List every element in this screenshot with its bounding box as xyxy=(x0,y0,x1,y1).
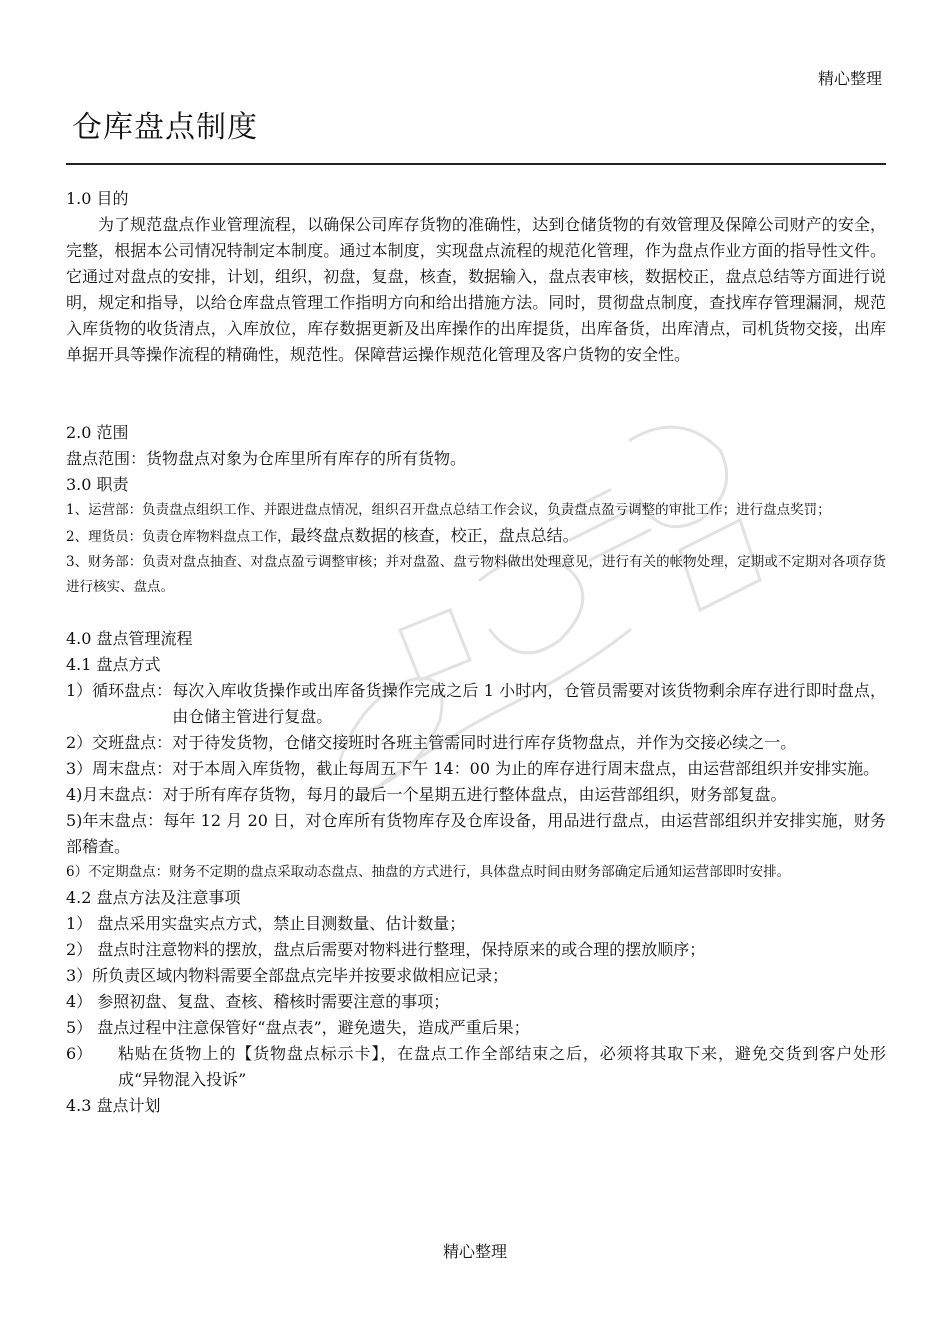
method-month-end-count xyxy=(66,782,886,808)
section-4-3-heading: 4.3 盘点计划 xyxy=(66,1096,161,1115)
note-item-4: 4） 参照初盘、复盘、查核、稽核时需要注意的事项； xyxy=(66,992,450,1011)
title-divider xyxy=(66,163,886,165)
method-label: 1）循环盘点： xyxy=(66,681,173,700)
spacer xyxy=(66,368,886,420)
note-item-6 xyxy=(66,1041,886,1093)
section-4-1-heading: 4.1 盘点方式 xyxy=(66,655,161,674)
duty-stock-clerk-part1: 2、理货员：负责仓库物料盘点工作， xyxy=(66,529,291,545)
section-1-heading: 1.0 目的 xyxy=(66,189,129,208)
section-3-heading: 3.0 职责 xyxy=(66,475,129,494)
duty-operations: 1、运营部：负责盘点组织工作、并跟进盘点情况，组织召开盘点总结工作会议，负责盘点盈亏调整的审批工作；进行盘点奖罚； xyxy=(66,502,831,518)
footer-note: 精心整理 xyxy=(442,1242,507,1261)
header-note: 精心整理 xyxy=(817,69,882,88)
method-text: 每次入库收货操作或出库备货操作完成之后 1 小时内，仓管员需要对该货物剩余库存进行即时盘点，由仓储主管进行复盘。 xyxy=(172,681,886,726)
method-label: 2）交班盘点： xyxy=(66,733,173,752)
method-text: 对于所有库存货物，每月的最后一个星期五进行整体盘点，由运营部组织，财务部复盘。 xyxy=(162,785,787,804)
section-4-heading: 4.0 盘点管理流程 xyxy=(66,629,193,648)
method-year-end-count: 5)年末盘点：每年 12 月 20 日，对仓库所有货物库存及仓库设备，用品进行盘点，由运营部组织并安排实施，财务部稽查。 xyxy=(66,811,886,856)
method-cycle-count xyxy=(66,678,886,730)
note-item-5: 5） 盘点过程中注意保管好“盘点表”，避免遗失，造成严重后果； xyxy=(66,1018,530,1037)
note-item-3: 3）所负责区域内物料需要全部盘点完毕并按要求做相应记录； xyxy=(66,966,509,985)
section-2-heading: 2.0 范围 xyxy=(66,423,129,442)
note-text: 粘贴在货物上的【货物盘点标示卡】，在盘点工作全部结束之后，必须将其取下来，避免交货到客户处形成“异物混入投诉” xyxy=(118,1044,886,1089)
method-shift-count xyxy=(66,730,886,756)
section-4-2-heading: 4.2 盘点方法及注意事项 xyxy=(66,888,241,907)
method-weekend-count xyxy=(66,756,886,782)
method-irregular-count: 6）不定期盘点：财务不定期的盘点采取动态盘点、抽盘的方式进行，具体盘点时间由财务部确定后通知运营部即时安排。 xyxy=(66,864,791,880)
note-item-2: 2） 盘点时注意物料的摆放，盘点后需要对物料进行整理，保持原来的或合理的摆放顺序； xyxy=(66,940,706,959)
note-label: 6） xyxy=(66,1044,93,1063)
method-text: 对于本周入库货物，截止每周五下午 14：00 为止的库存进行周末盘点，由运营部组织并安排实施。 xyxy=(172,759,880,778)
document-title: 仓库盘点制度 xyxy=(72,110,258,145)
duty-finance: 3、财务部：负责对盘点抽查、对盘点盈亏调整审核；并对盘盈、盘亏物料做出处理意见，进行有关的帐物处理，定期或不定期对各项存货进行核实、盘点。 xyxy=(66,554,886,595)
duty-stock-clerk xyxy=(66,523,886,550)
method-label: 3）周末盘点： xyxy=(66,759,173,778)
note-item-1: 1） 盘点采用实盘实点方式，禁止目测数量、估计数量； xyxy=(66,914,466,933)
section-1-body: 为了规范盘点作业管理流程，以确保公司库存货物的准确性，达到仓储货物的有效管理及保障公司财产的安全，完整，根据本公司情况特制定本制度。通过本制度，实现盘点流程的规范化管理，作为盘点作业方面的指导性文件。它通过对盘点的安排，计划，组织，初盘，复盘，核查，数据输入，盘点表审核，数据校正，盘点总结等方面进行说明，规定和指导，以给仓库盘点管理工作指明方向和给出措施方法。同时，贯彻盘点制度，查找库存管理漏洞，规范入库货物的收货清点，入库放位，库存数据更新及出库操作的出库提货，出库备货，出库清点，司机货物交接，出库单据开具等操作流程的精确性，规范性。保障营运操作规范化管理及客户货物的安全性。 xyxy=(66,215,886,364)
spacer xyxy=(66,600,886,626)
method-label: 4)月末盘点： xyxy=(66,785,163,804)
document-body xyxy=(66,186,886,1119)
method-text: 对于待发货物，仓储交接班时各班主管需同时进行库存货物盘点，并作为交接必续之一。 xyxy=(172,733,797,752)
section-2-body: 盘点范围：货物盘点对象为仓库里所有库存的所有货物。 xyxy=(66,449,467,468)
duty-stock-clerk-part2: 最终盘点数据的核查，校正，盘点总结。 xyxy=(290,526,579,545)
